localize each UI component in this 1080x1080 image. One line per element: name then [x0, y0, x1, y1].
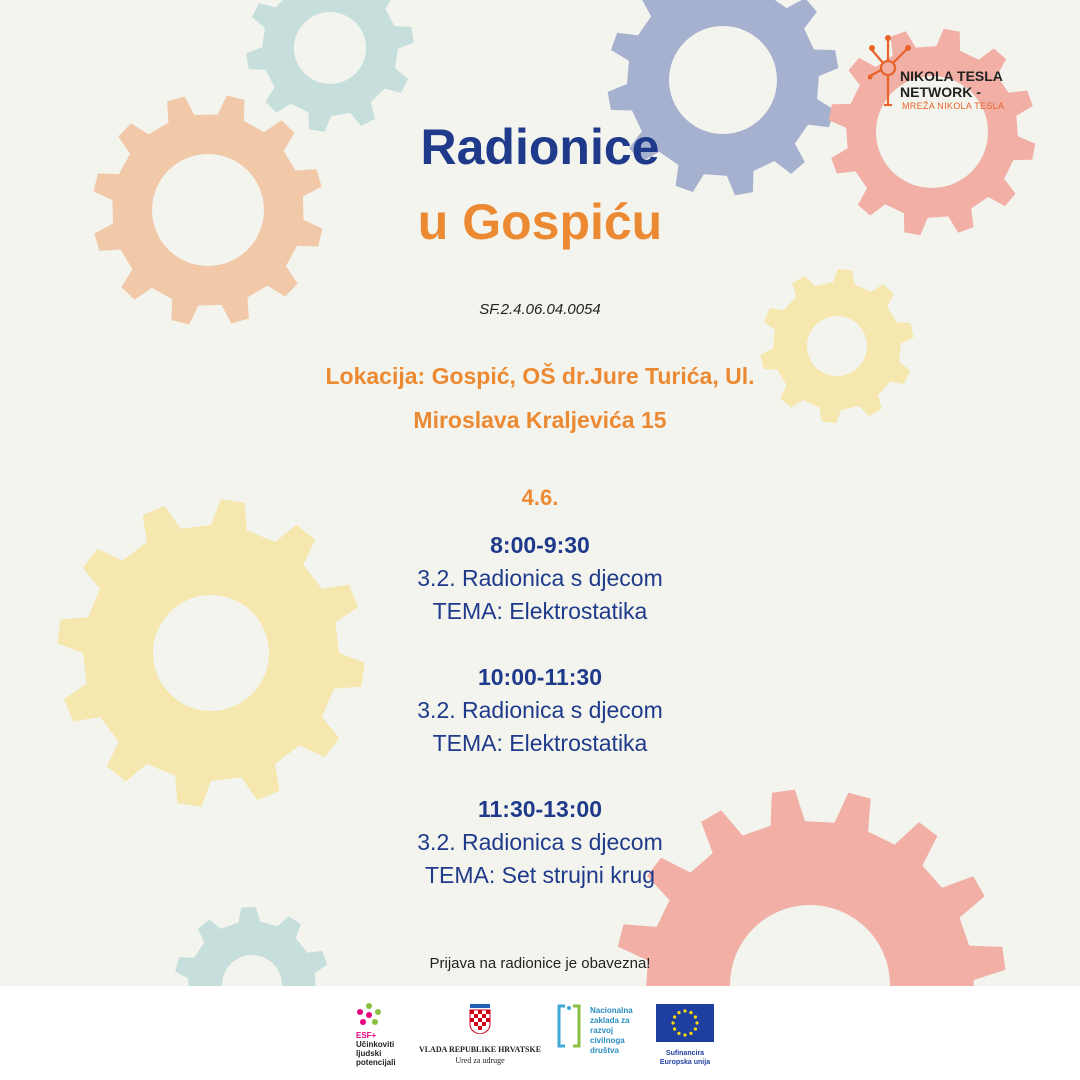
session-time: 8:00-9:30 — [490, 532, 590, 558]
eu-star — [689, 1032, 692, 1035]
zaklada-line-5: društva — [590, 1046, 619, 1055]
zaklada-text — [590, 1006, 633, 1056]
title-line-2: u Gospiću — [417, 194, 663, 250]
croatian-coat-of-arms-icon — [469, 1004, 491, 1034]
session-activity: 3.2. Radionica s djecom — [417, 829, 663, 855]
eu-star — [683, 1033, 686, 1036]
zaklada-line-2: zaklada za — [590, 1016, 630, 1025]
session-topic: TEMA: Set strujni krug — [424, 862, 656, 888]
vlada-line-1: VLADA REPUBLIKE HRVATSKE — [418, 1045, 542, 1054]
gear-teal-top — [246, 0, 414, 132]
eu-line-1: Sufinancira — [665, 1050, 705, 1057]
zaklada-line-4: civilnoga — [590, 1036, 625, 1045]
footer-logos — [0, 986, 1080, 1080]
session-1 — [0, 529, 1080, 628]
vlada-logo — [418, 1004, 542, 1074]
session-2 — [0, 661, 1080, 760]
session-topic: TEMA: Elektrostatika — [432, 598, 648, 624]
zaklada-bracket-icon — [556, 1004, 582, 1048]
esf-line-3: potencijali — [356, 1058, 396, 1067]
session-time: 11:30-13:00 — [477, 796, 603, 822]
session-activity: 3.2. Radionica s djecom — [417, 697, 663, 723]
location-line-1: Lokacija: Gospić, OŠ dr.Jure Turića, Ul. — [325, 363, 755, 389]
eu-star — [677, 1011, 680, 1014]
nikola-tesla-network-logo — [868, 30, 1038, 120]
ntn-logo-line-2: NETWORK - — [900, 84, 981, 100]
vlada-line-2: Ured za udruge — [455, 1056, 505, 1065]
eu-line-2: Europska unija — [659, 1059, 711, 1066]
eu-flag-icon — [656, 1004, 714, 1042]
title-line-1: Radionice — [420, 119, 660, 175]
location-line-2: Miroslava Kraljevića 15 — [413, 407, 667, 433]
esf-line-1: Učinkoviti — [356, 1040, 395, 1049]
signup-note: Prijava na radionice je obavezna! — [429, 955, 651, 972]
zaklada-line-3: razvoj — [590, 1026, 614, 1035]
session-3 — [0, 793, 1080, 892]
eu-star — [683, 1009, 686, 1012]
eu-star — [695, 1021, 698, 1024]
esf-mark: ESF+ — [356, 1031, 377, 1040]
workshop-date: 4.6. — [521, 485, 559, 510]
ntn-logo-line-3: MREŽA NIKOLA TESLA — [902, 101, 1005, 111]
eu-star — [689, 1011, 692, 1014]
esf-line-2: ljudski — [356, 1049, 382, 1058]
eu-star — [677, 1032, 680, 1035]
session-topic: TEMA: Elektrostatika — [432, 730, 648, 756]
eu-logo — [654, 1004, 716, 1074]
eu-star — [694, 1015, 697, 1018]
session-activity: 3.2. Radionica s djecom — [417, 565, 663, 591]
eu-star — [673, 1015, 676, 1018]
eu-star — [694, 1027, 697, 1030]
project-code: SF.2.4.06.04.0054 — [479, 301, 601, 318]
nacionalna-zaklada-logo — [556, 1004, 636, 1074]
esf-logo — [356, 1002, 406, 1072]
ntn-logo-line-1: NIKOLA TESLA — [900, 68, 1003, 84]
eu-star — [671, 1021, 674, 1024]
eu-star — [673, 1027, 676, 1030]
session-time: 10:00-11:30 — [477, 664, 603, 690]
location — [0, 354, 1080, 442]
zaklada-line-1: Nacionalna — [590, 1006, 633, 1015]
esf-star-icon — [356, 1002, 382, 1028]
